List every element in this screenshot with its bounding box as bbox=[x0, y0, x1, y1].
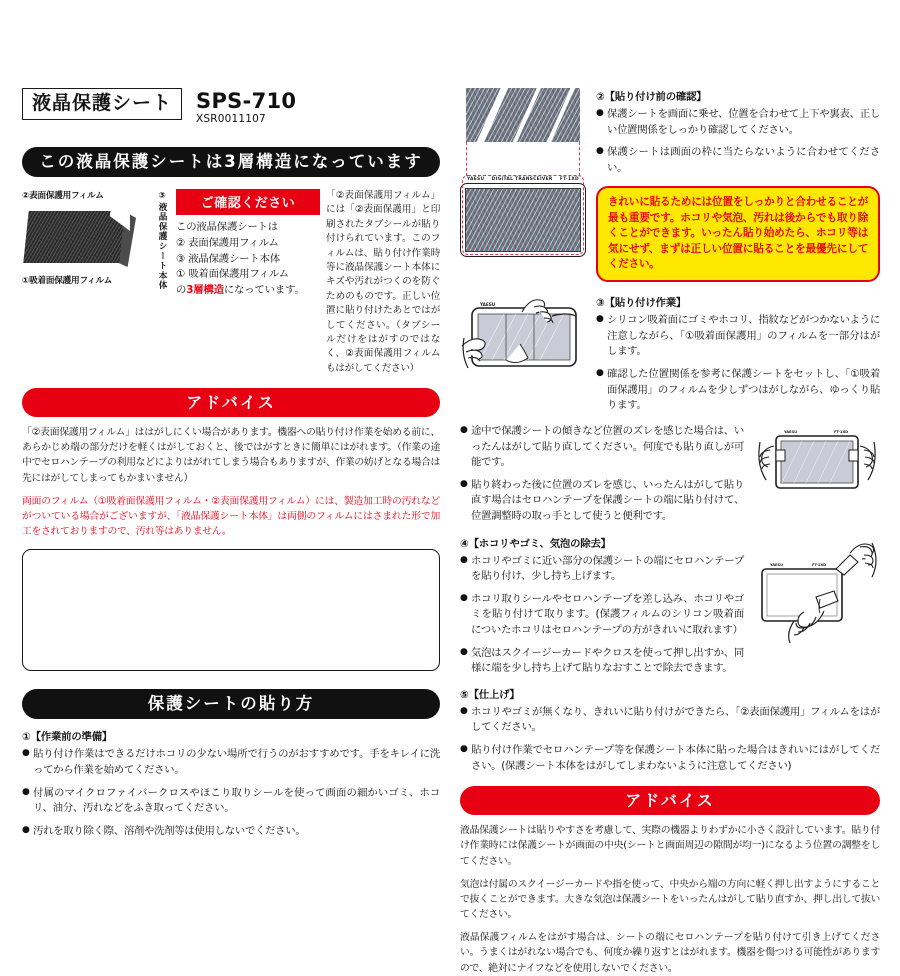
layer-illustration bbox=[22, 189, 144, 376]
confirm-banner: ご確認ください bbox=[176, 189, 320, 215]
repositioning-illustration bbox=[754, 424, 880, 525]
step3-bullet-1: ● シリコン吸着面にゴミやホコリ、指紋などがつかないように注意しながら、「①吸着面保護用」のフィルムを一部分はがします。 bbox=[596, 313, 880, 360]
layer-label-sheet-body: ③液晶保護シート本体 bbox=[157, 191, 167, 291]
alignment-guide-lines bbox=[466, 142, 580, 176]
tab-seal-note: 「②表面保護用フィルム」には「②表面保護用」と印刷されたタブシールが貼り付けられています。このフィルムは、貼り付け作業時等に液晶保護シート本体にキズや汚れがつくのを防ぐためのものです。正しい位置に貼り付けたあとではがしてください。（タブシールだけをはがすのではなく、②表面保護用フィルムもはがしてください） bbox=[326, 190, 440, 374]
protective-sheet-icon bbox=[24, 207, 132, 269]
device-brand-label: YAESU bbox=[467, 177, 485, 182]
document-header bbox=[22, 88, 440, 125]
device-body bbox=[460, 183, 586, 257]
step5-heading: ⑤【仕上げ】 bbox=[460, 688, 520, 701]
step2-bullet-2: ● 保護シートは画面の枠に当たらないように合わせてください。 bbox=[596, 145, 880, 176]
step1-bullet-2: ● 付属のマイクロファイバークロスやほこり取りシールを使って画面の細かいゴミ、ホコリ、油分、汚れなどをふき取ってください。 bbox=[22, 786, 440, 817]
right-advice-paragraph-2: 気泡は付属のスクイージーカードや指を使って、中央から端の方向に軽く押し出すようにすることで抜くことができます。大きな気泡は保護シートをいったんはがして貼り直すか、押し出して抜いてください。 bbox=[460, 878, 880, 921]
blank-note-box bbox=[22, 549, 440, 671]
layer-label-top-film: ②表面保護用フィルム bbox=[22, 191, 104, 202]
confirm-line-1: この液晶保護シートは bbox=[176, 221, 278, 234]
step4-heading: ④【ホコリやゴミ、気泡の除去】 bbox=[460, 537, 611, 550]
model-info bbox=[196, 88, 296, 125]
confirm-line-5 bbox=[176, 283, 320, 299]
step4-bullet-3: ● 気泡はスクイージーカードやクロスを使って押し出すか、同様に端を少し持ち上げて貼りなおすことで除去できます。 bbox=[460, 646, 744, 677]
hands-repositioning-sheet-icon bbox=[754, 424, 880, 502]
hand-peeling-film-icon bbox=[460, 294, 586, 380]
howto-banner: 保護シートの貼り方 bbox=[22, 689, 440, 719]
left-advice-section bbox=[22, 388, 440, 539]
svg-text:YAESU: YAESU bbox=[480, 302, 496, 308]
step2-heading: ②【貼り付け前の確認】 bbox=[596, 91, 707, 103]
alignment-warning-callout: きれいに貼るためには位置をしっかりと合わせることが最も重要です。ホコリや気泡、汚れは後からでも取り除くことができます。いったん貼り始めたら、ホコリ等は気にせず、まずは正しい位置に貼ることを最優先にしてください。 bbox=[596, 186, 880, 282]
step3-text bbox=[596, 294, 880, 414]
confirm-line-5-pre: の bbox=[176, 284, 187, 297]
step1-bullet-1: ● 貼り付け作業はできるだけホコリの少ない場所で行うのがおすすめです。手をキレイに洗ってから作業を始めてください。 bbox=[22, 747, 440, 778]
svg-text:YAESU: YAESU bbox=[784, 429, 798, 434]
step3-bullet-4: ● 貼り終わった後に位置のズレを感じ、いったんはがして貼り直す場合はセロハンテープを保護シートの端に貼り付けて、位置調整時の取っ手として使うと便利です。 bbox=[460, 478, 744, 525]
step3-bullet-2: ● 確認した位置関係を参考に保護シートをセットし、「①吸着面保護用」のフィルムを少しずつはがしながら、ゆっくり貼ります。 bbox=[596, 367, 880, 414]
svg-text:FT-1XD: FT-1XD bbox=[834, 429, 849, 434]
device-illustration bbox=[460, 177, 586, 257]
three-layer-section bbox=[22, 189, 440, 376]
step2-section bbox=[460, 88, 880, 282]
step3-bullet-3: ● 途中で保護シートの傾きなど位置のズレを感じた場合は、いったんはがして貼り直してください。何度でも貼り直しが可能です。 bbox=[460, 424, 744, 471]
step4-text bbox=[460, 535, 744, 677]
step5-bullet-1: ● ホコリやゴミが無くなり、きれいに貼り付けができたら、「②表面保護用」フィルムをはがしてください。 bbox=[460, 705, 880, 736]
part-number: XSR0011107 bbox=[196, 113, 266, 126]
left-column bbox=[22, 88, 440, 839]
dust-removal-illustration bbox=[754, 535, 880, 677]
model-number: SPS-710 bbox=[196, 89, 297, 113]
confirm-line-2: ② 表面保護用フィルム bbox=[176, 236, 279, 249]
step4-bullet-1: ● ホコリやゴミに近い部分の保護シートの端にセロハンテープを貼り付け、少し持ち上げます。 bbox=[460, 554, 744, 585]
peeling-illustration bbox=[460, 294, 586, 414]
step3-section bbox=[460, 294, 880, 414]
layer-label-bottom-film: ①吸着面保護用フィルム bbox=[22, 276, 112, 287]
howto-section bbox=[22, 689, 440, 839]
confirm-emphasis-3layer: 3層構造 bbox=[186, 284, 224, 297]
advice-paragraph-2: 両面のフィルム（①吸着面保護用フィルム・②表面保護用フィルム）には、製造加工時の汚れなどがついている場合がございますが、「液晶保護シート本体」は両側のフィルムにはさまれた形で加工をされておりますので、汚れ等はありません。 bbox=[22, 495, 440, 538]
device-screen bbox=[465, 188, 581, 252]
confirm-panel bbox=[172, 189, 320, 376]
right-advice-paragraph-3: 液晶保護フィルムをはがす場合は、シートの端にセロハンテープを貼り付けて引き上げてください。うまくはがれない場合でも、何度か繰り返すとはがれます。機器を傷つける可能性がありますので、絶対にナイフなどを使用しないでください。 bbox=[460, 932, 880, 974]
page-title: 液晶保護シート bbox=[22, 88, 182, 120]
step3-heading: ③【貼り付け作業】 bbox=[596, 297, 687, 310]
step4-bullet-2: ● ホコリ取りシールやセロハンテープを差し込み、ホコリやゴミを貼り付けて取ります。(保護フィルムのシリコン吸着面についたホコリはセロハンテープの方がきれいに取れます） bbox=[460, 592, 744, 639]
device-center-label: DIGITAL TRANSCEIVER bbox=[491, 177, 553, 182]
confirm-line-3: ③ 液晶保護シート本体 bbox=[176, 252, 280, 265]
right-advice-paragraph-1: 液晶保護シートは貼りやすさを考慮して、実際の機器よりわずかに小さく設計しています。貼り付け作業時には保護シートが画面の中央(シートと画面周辺の隙間が均一)になるよう位置の調整をしてください。 bbox=[460, 825, 880, 867]
step5-bullet-2: ● 貼り付け作業でセロハンテープ等を保護シート本体に貼った場合はきれいにはがしてください。(保護シート本体をはがしてしまわないように注意してください) bbox=[460, 743, 880, 774]
advice-paragraph-1: 「②表面保護用フィルム」ははがしにくい場合があります。機器への貼り付け作業を始める前に、あらかじめ端の部分だけを軽くはがしておくと、後ではがすときに簡単にはがれます。（作業の途中でセロハンテープの利用などによりはがれてしまう場合もありますが、作業の妨げとなる場合は先にはがしてしまってもかまいません） bbox=[22, 427, 440, 484]
step2-text bbox=[596, 88, 880, 282]
advice-banner-left: アドバイス bbox=[22, 388, 440, 417]
right-advice-section bbox=[460, 786, 880, 976]
step1-heading: ①【作業前の準備】 bbox=[22, 731, 113, 744]
right-column bbox=[460, 88, 880, 976]
step3-continued-text bbox=[460, 424, 744, 525]
confirm-line-4: ① 吸着面保護用フィルム bbox=[176, 268, 289, 281]
device-model-label: FT-1XD bbox=[559, 177, 579, 182]
svg-text:YAESU: YAESU bbox=[770, 562, 784, 567]
step2-bullet-1: ● 保護シートを画面に乗せ、位置を合わせて上下や裏表、正しい位置関係をしっかり確認してください。 bbox=[596, 107, 880, 138]
svg-text:FT-1XD: FT-1XD bbox=[812, 562, 827, 567]
step1-bullet-3: ● 汚れを取り除く際、溶剤や洗剤等は使用しないでください。 bbox=[22, 824, 440, 840]
hand-with-tape-icon bbox=[754, 535, 880, 643]
structure-banner: この液晶保護シートは3層構造になっています bbox=[22, 147, 440, 177]
alignment-illustration bbox=[460, 88, 586, 282]
protective-sheet-top-art bbox=[466, 88, 580, 142]
confirm-body bbox=[176, 220, 320, 299]
confirm-line-5-post: になっています。 bbox=[223, 284, 305, 297]
step5-section bbox=[460, 686, 880, 774]
advice-banner-right: アドバイス bbox=[460, 786, 880, 815]
step3-continued-section bbox=[460, 424, 880, 525]
step4-section bbox=[460, 535, 880, 677]
